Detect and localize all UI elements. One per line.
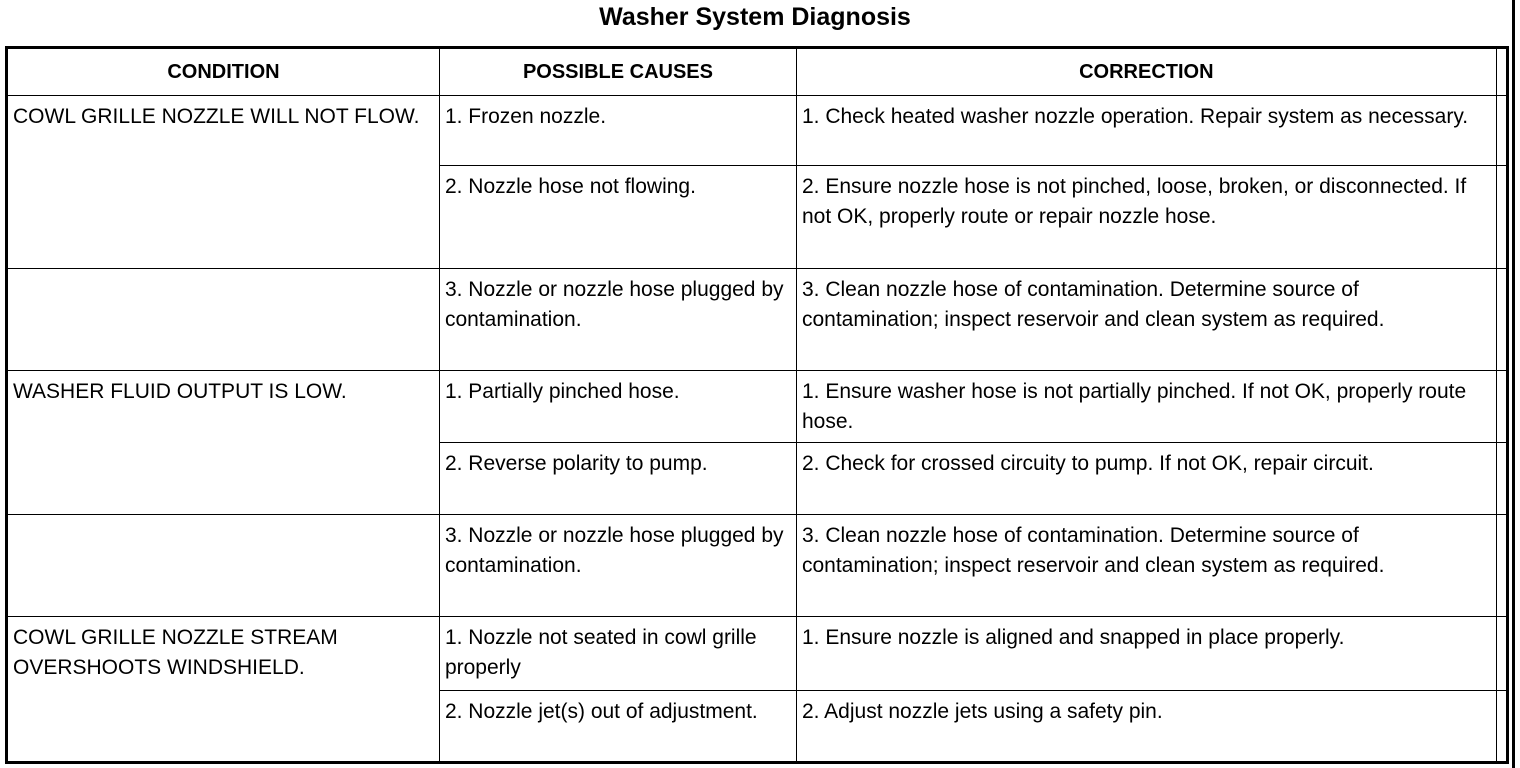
header-possible-causes: POSSIBLE CAUSES — [439, 48, 796, 96]
header-row — [7, 48, 1508, 96]
document-title: Washer System Diagnosis — [599, 3, 911, 31]
cause-cell: 1. Partially pinched hose. — [439, 371, 796, 443]
blank-cell — [1496, 166, 1507, 269]
correction-cell: 2. Check for crossed circuity to pump. If not OK, repair circuit. — [796, 443, 1496, 515]
condition-cell: WASHER FLUID OUTPUT IS LOW. — [7, 371, 440, 515]
page-edge-line — [1512, 0, 1515, 768]
blank-cell — [1496, 269, 1507, 371]
table-row — [7, 96, 1508, 166]
correction-cell: 1. Ensure washer hose is not partially pinched. If not OK, properly route hose. — [796, 371, 1496, 443]
blank-cell — [1496, 96, 1507, 166]
correction-cell: 2. Ensure nozzle hose is not pinched, loose, broken, or disconnected. If not OK, properly route or repair nozzle hose. — [796, 166, 1496, 269]
cause-cell: 2. Reverse polarity to pump. — [439, 443, 796, 515]
header-condition: CONDITION — [7, 48, 440, 96]
table-row — [7, 269, 1508, 371]
cause-cell: 2. Nozzle hose not flowing. — [439, 166, 796, 269]
blank-cell — [1496, 617, 1507, 691]
cause-cell: 1. Frozen nozzle. — [439, 96, 796, 166]
condition-cell — [7, 515, 440, 617]
blank-cell — [1496, 515, 1507, 617]
blank-cell — [1496, 691, 1507, 763]
table-row — [7, 617, 1508, 691]
cause-cell: 3. Nozzle or nozzle hose plugged by contamination. — [439, 515, 796, 617]
diagnosis-table — [5, 46, 1509, 764]
correction-cell: 1. Check heated washer nozzle operation. Repair system as necessary. — [796, 96, 1496, 166]
condition-cell: COWL GRILLE NOZZLE WILL NOT FLOW. — [7, 96, 440, 269]
blank-cell — [1496, 371, 1507, 443]
blank-cell — [1496, 443, 1507, 515]
condition-cell — [7, 269, 440, 371]
correction-cell: 3. Clean nozzle hose of contamination. Determine source of contamination; inspect reservoir and clean system as required. — [796, 269, 1496, 371]
table-row — [7, 515, 1508, 617]
table-row — [7, 371, 1508, 443]
correction-cell: 3. Clean nozzle hose of contamination. Determine source of contamination; inspect reservoir and clean system as required. — [796, 515, 1496, 617]
correction-cell: 1. Ensure nozzle is aligned and snapped in place properly. — [796, 617, 1496, 691]
cause-cell: 2. Nozzle jet(s) out of adjustment. — [439, 691, 796, 763]
header-correction: CORRECTION — [796, 48, 1496, 96]
cause-cell: 3. Nozzle or nozzle hose plugged by contamination. — [439, 269, 796, 371]
header-blank — [1496, 48, 1507, 96]
cause-cell: 1. Nozzle not seated in cowl grille properly — [439, 617, 796, 691]
condition-cell: COWL GRILLE NOZZLE STREAM OVERSHOOTS WINDSHIELD. — [7, 617, 440, 763]
correction-cell: 2. Adjust nozzle jets using a safety pin. — [796, 691, 1496, 763]
